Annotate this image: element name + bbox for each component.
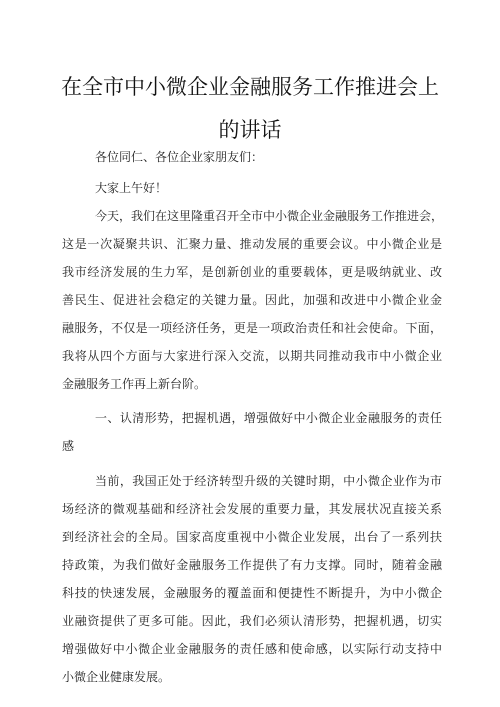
- document-title-line-2: 的讲话: [218, 118, 282, 142]
- paragraph-2-line: 业融资提供了更多可能。因此，我们必须认清形势，把握机遇，切实: [62, 614, 442, 628]
- paragraph-1-line: 善民生、促进社会稳定的关键力量。因此，加强和改进中小微企业金: [62, 293, 442, 307]
- section-1-heading-line: 感: [62, 439, 75, 453]
- paragraph-1-line: 融服务，不仅是一项经济任务，更是一项政治责任和社会使命。下面，: [62, 321, 442, 335]
- greeting: 大家上午好！: [95, 181, 168, 195]
- paragraph-1-line: 这是一次凝聚共识、汇聚力量、推动发展的重要会议。中小微企业是: [62, 237, 442, 251]
- paragraph-2-line: 场经济的微观基础和经济社会发展的重要力量，其发展状况直接关系: [62, 502, 442, 516]
- paragraph-1-line: 今天，我们在这里隆重召开全市中小微企业金融服务工作推进会，: [95, 209, 444, 223]
- document-title-line-1: 在全市中小微企业金融服务工作推进会上: [61, 75, 439, 99]
- paragraph-2-line: 科技的快速发展，金融服务的覆盖面和便捷性不断提升，为中小微企: [62, 586, 442, 600]
- paragraph-1-line: 金融服务工作再上新台阶。: [62, 377, 207, 391]
- paragraph-2-line: 持政策，为我们做好金融服务工作提供了有力支撑。同时，随着金融: [62, 558, 442, 572]
- section-1-heading-line: 一、认清形势，把握机遇，增强做好中小微企业金融服务的责任: [95, 411, 442, 425]
- paragraph-2-line: 当前，我国正处于经济转型升级的关键时期，中小微企业作为市: [95, 474, 442, 488]
- paragraph-2-line: 增强做好中小微企业金融服务的责任感和使命感，以实际行动支持中: [62, 642, 442, 656]
- paragraph-2-line: 到经济社会的全局。国家高度重视中小微企业发展，出台了一系列扶: [62, 530, 442, 544]
- paragraph-2-line: 小微企业健康发展。: [62, 670, 171, 684]
- paragraph-1-line: 我将从四个方面与大家进行深入交流，以期共同推动我市中小微企业: [62, 349, 442, 363]
- salutation: 各位同仁、各位企业家朋友们：: [95, 150, 264, 164]
- paragraph-1-line: 我市经济发展的生力军，是创新创业的重要载体，更是吸纳就业、改: [62, 265, 442, 279]
